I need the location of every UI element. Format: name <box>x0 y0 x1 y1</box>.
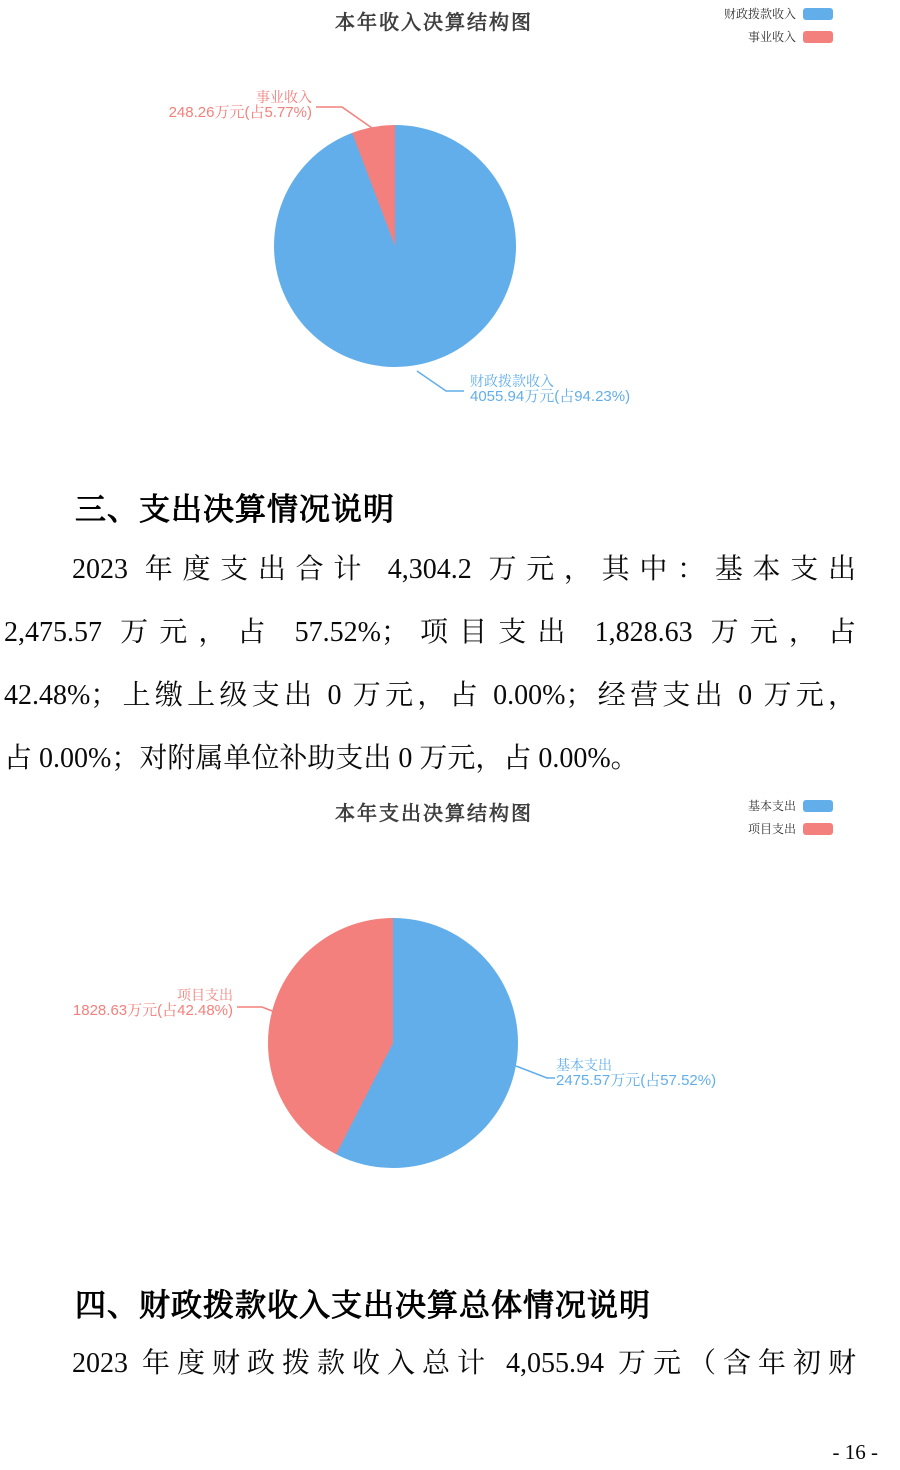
expenditure-chart-title: 本年支出决算结构图 <box>335 803 533 825</box>
callout-value: 2475.57万元(占57.52%) <box>556 1072 717 1089</box>
legend-swatch-icon <box>803 31 833 43</box>
callout-name: 项目支出 <box>177 987 233 1003</box>
section-heading-4: 四、财政拨款收入支出决算总体情况说明 <box>75 1288 651 1323</box>
callout-name: 事业收入 <box>256 89 312 105</box>
callout-value: 1828.63万元(占42.48%) <box>72 1002 233 1019</box>
income-chart-legend <box>724 5 833 45</box>
legend-item <box>748 28 833 45</box>
callout-value: 4055.94万元(占94.23%) <box>470 388 631 405</box>
paragraph-line: 占 0.00%；对附属单位补助支出 0 万元，占 0.00%。 <box>4 743 639 774</box>
legend-swatch-icon <box>803 823 833 835</box>
pie-callout-label <box>73 987 233 1019</box>
legend-item <box>724 5 833 22</box>
section-3-paragraph <box>4 538 856 790</box>
leader-line <box>316 107 372 128</box>
legend-label: 基本支出 <box>747 799 796 813</box>
pie-callout-label <box>556 1057 716 1089</box>
section-4-paragraph <box>4 1332 856 1395</box>
legend-label: 项目支出 <box>747 822 796 836</box>
pie-callout-label <box>470 373 630 405</box>
expenditure-pie-chart <box>268 918 518 1168</box>
paragraph-line: 2023 年度财政拨款收入总计 4,055.94 万元（含年初财 <box>72 1348 856 1379</box>
paragraph-line: 2023 年度支出合计 4,304.2 万元，其中：基本支出 <box>72 554 856 585</box>
leader-line <box>516 1066 555 1078</box>
callout-value: 248.26万元(占5.77%) <box>168 104 312 121</box>
section-heading-3: 三、支出决算情况说明 <box>75 492 395 527</box>
expenditure-chart-legend <box>748 797 833 837</box>
pie-callout-label <box>169 89 312 121</box>
legend-swatch-icon <box>803 8 833 20</box>
paragraph-line: 42.48%；上缴上级支出 0 万元，占 0.00%；经营支出 0 万元， <box>4 680 856 711</box>
legend-item <box>748 797 833 814</box>
callout-name: 基本支出 <box>556 1057 612 1073</box>
legend-item <box>748 820 833 837</box>
paragraph-line: 2,475.57 万元，占 57.52%；项目支出 1,828.63 万元，占 <box>4 617 856 648</box>
leader-line <box>417 371 464 391</box>
legend-label: 财政拨款收入 <box>723 7 796 21</box>
callout-name: 财政拨款收入 <box>470 373 554 389</box>
legend-label: 事业收入 <box>747 30 796 44</box>
income-pie-chart <box>274 125 516 367</box>
legend-swatch-icon <box>803 800 833 812</box>
page-number: - 16 - <box>832 1440 878 1464</box>
income-chart-title: 本年收入决算结构图 <box>335 12 533 34</box>
